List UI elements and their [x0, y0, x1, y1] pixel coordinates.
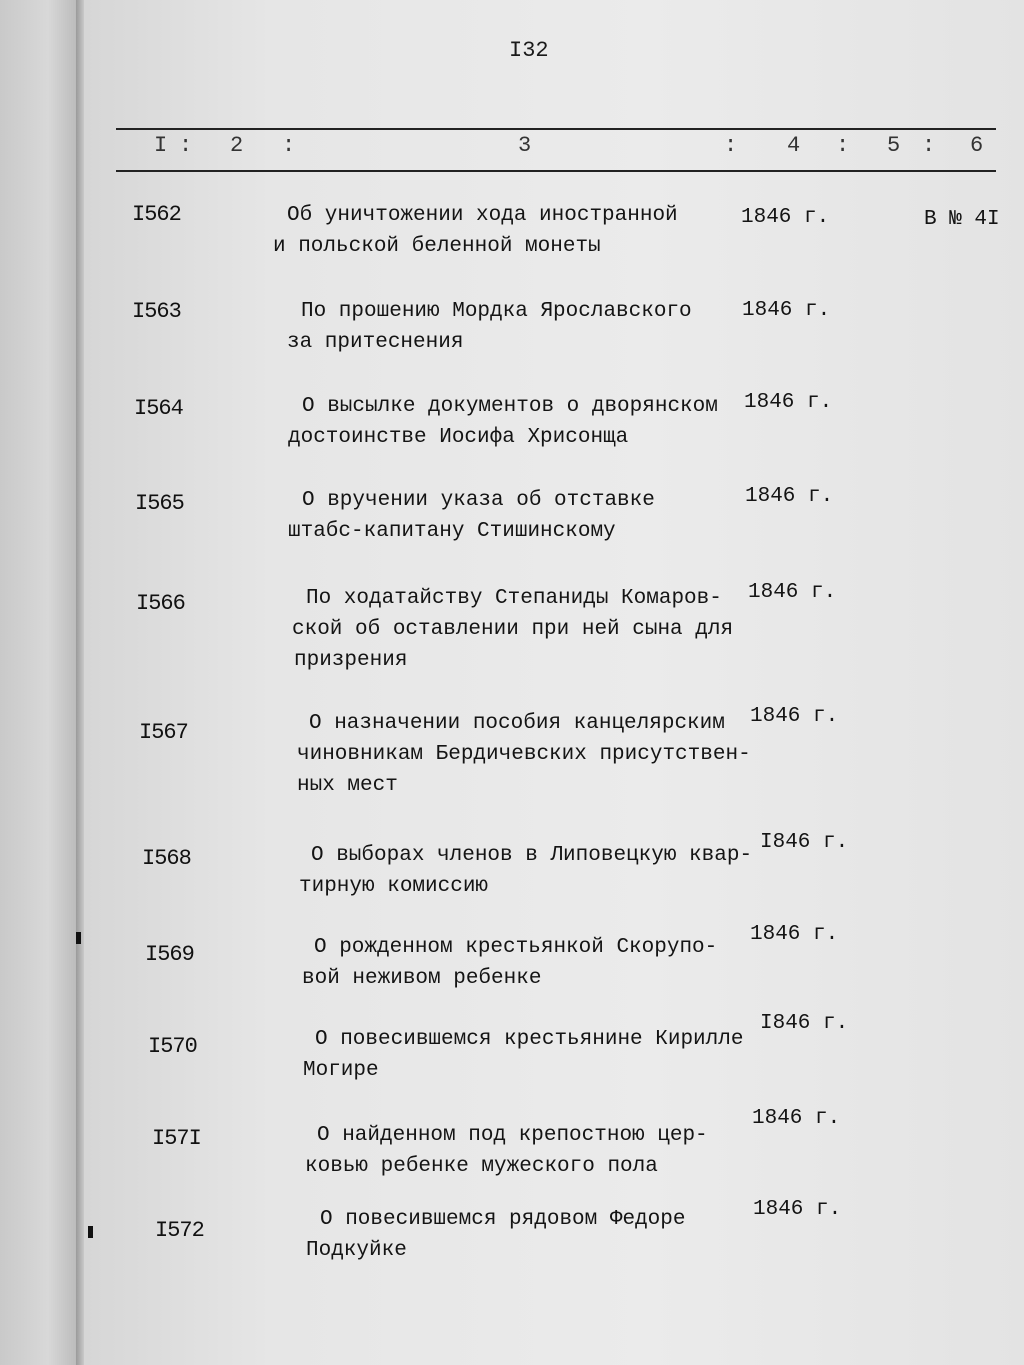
page-number: I32: [509, 38, 549, 63]
column-header-6: 6: [970, 133, 984, 158]
entry-title: О вручении указа об отставке штабс-капитану Стишинскому: [288, 489, 655, 543]
entry-number: I565: [135, 491, 184, 516]
table-header-bottom-rule: [116, 170, 996, 172]
entry-title: О высылке документов о дворянском достоинстве Иосифа Хрисонща: [288, 395, 718, 449]
entry-title: По ходатайству Степаниды Комаров- ской об оставлении при ней сына для призрения: [292, 587, 734, 672]
document-page: [84, 0, 1024, 1365]
entry-number: I569: [145, 942, 194, 967]
entry-title: О повесившемся крестьянине Кирилле Могире: [303, 1028, 744, 1082]
table-header-top-rule: [116, 128, 996, 130]
column-header-5: 5: [887, 133, 901, 158]
facing-page-edge: [0, 0, 80, 1365]
entry-year: I846 г.: [760, 1012, 849, 1035]
entry-title: По прошению Мордка Ярославского за притеснения: [287, 300, 692, 354]
column-header-2: 2: [230, 133, 244, 158]
margin-mark: [76, 932, 81, 944]
column-separator: :: [179, 133, 193, 158]
column-header-1: I: [154, 133, 168, 158]
entry-reference: В № 4I: [924, 208, 1000, 231]
column-separator: :: [724, 133, 738, 158]
entry-number: I564: [134, 396, 183, 421]
entry-year: 1846 г.: [745, 485, 834, 508]
entry-year: 1846 г.: [741, 206, 830, 229]
entry-number: I570: [148, 1034, 197, 1059]
entry-title: О повесившемся рядовом Федоре Подкуйке: [306, 1208, 686, 1262]
entry-year: 1846 г.: [742, 299, 831, 322]
column-separator: :: [282, 133, 296, 158]
entry-year: 1846 г.: [750, 923, 839, 946]
margin-mark: [88, 1226, 93, 1238]
entry-year: 1846 г.: [753, 1198, 842, 1221]
column-header-4: 4: [787, 133, 801, 158]
entry-year: 1846 г.: [752, 1107, 841, 1130]
entry-year: 1846 г.: [744, 391, 833, 414]
entry-title: О назначении пособия канцелярским чиновникам Бердичевских присутствен- ных мест: [297, 712, 751, 797]
entry-title: О выборах членов в Липовецкую квар- тирную комиссию: [299, 844, 753, 898]
entry-number: I566: [136, 591, 185, 616]
entry-title: Об уничтожении хода иностранной и польской беленной монеты: [273, 204, 678, 258]
entry-title: О найденном под крепостною цер- ковью ребенке мужеского пола: [305, 1124, 708, 1178]
entry-year: 1846 г.: [748, 581, 837, 604]
entry-number: I57I: [152, 1126, 201, 1151]
entry-number: I568: [142, 846, 191, 871]
entry-year: 1846 г.: [750, 705, 839, 728]
column-separator: :: [836, 133, 850, 158]
column-separator: :: [922, 133, 936, 158]
entry-number: I563: [132, 299, 181, 324]
entry-number: I567: [139, 720, 188, 745]
entry-number: I562: [132, 202, 181, 227]
column-header-3: 3: [518, 133, 532, 158]
entry-title: О рожденном крестьянкой Скорупо- вой неживом ребенке: [302, 936, 718, 990]
entry-year: I846 г.: [760, 831, 849, 854]
entry-number: I572: [155, 1218, 204, 1243]
